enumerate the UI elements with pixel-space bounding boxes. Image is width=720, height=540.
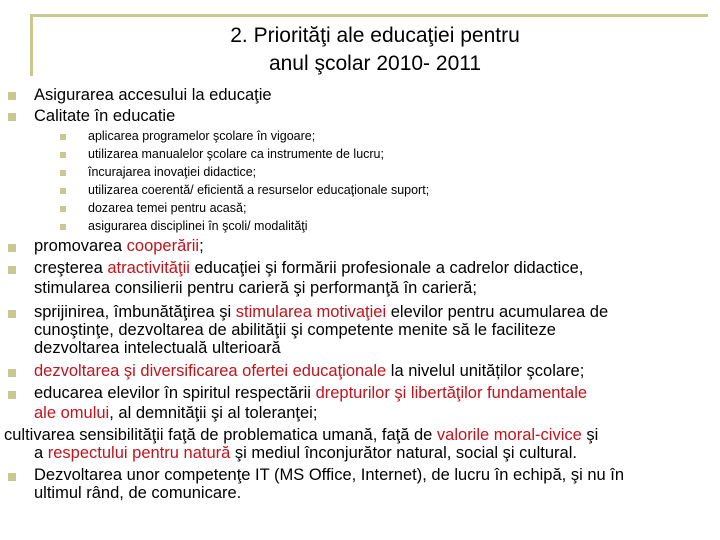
square-bullet-icon [8, 244, 16, 252]
list-item: Dezvoltarea unor competenţe IT (MS Office, Internet), de lucru în echipă, şi nu în [34, 466, 625, 484]
square-bullet-icon [60, 188, 66, 194]
title-frame-top [30, 14, 708, 17]
title-line-2: anul şcolar 2010- 2011 [268, 52, 482, 75]
list-item-continuation: stimularea consilierii pentru carieră şi performanţă în carieră; [34, 279, 477, 297]
square-bullet-icon [60, 206, 66, 212]
slide-title [40, 22, 710, 78]
square-bullet-icon [60, 152, 66, 158]
square-bullet-icon [60, 134, 66, 140]
list-item-continuation: a respectului pentru natură şi mediul înconjurător natural, social şi cultural. [34, 444, 577, 462]
square-bullet-icon [8, 473, 16, 481]
square-bullet-icon [60, 170, 66, 176]
title-frame-left [30, 14, 33, 76]
list-item-continuation: ale omului, al demnităţii şi al toleranţei; [34, 404, 318, 422]
title-line-1: 2. Priorităţi ale educaţiei pentru [230, 24, 520, 47]
list-item-continuation: cunoştinţe, dezvoltarea de abilităţii şi competente menite să le faciliteze [34, 321, 556, 339]
square-bullet-icon [8, 266, 16, 274]
list-item: cultivarea sensibilităţii faţă de problematica umană, faţă de valorile moral-civice şi [4, 426, 599, 444]
list-item: creşterea atractivităţii educaţiei şi formării profesionale a cadrelor didactice, [34, 259, 584, 277]
square-bullet-icon [8, 369, 16, 377]
square-bullet-icon [8, 310, 16, 318]
list-item: promovarea cooperării; [34, 237, 204, 255]
square-bullet-icon [8, 113, 16, 121]
list-item-continuation: ultimul rând, de comunicare. [34, 484, 242, 502]
square-bullet-icon [60, 224, 66, 230]
square-bullet-icon [8, 391, 16, 399]
list-item: sprijinirea, îmbunătăţirea şi stimularea motivaţiei elevilor pentru acumularea de [34, 303, 609, 321]
list-item: educarea elevilor în spiritul respectării drepturilor şi libertăţilor fundamentale [34, 384, 588, 402]
square-bullet-icon [8, 92, 16, 100]
list-item: dezvoltarea şi diversificarea ofertei educaţionale la nivelul unităților şcolare; [34, 362, 585, 380]
list-item-continuation: dezvoltarea intelectuală ulterioară [34, 339, 281, 357]
